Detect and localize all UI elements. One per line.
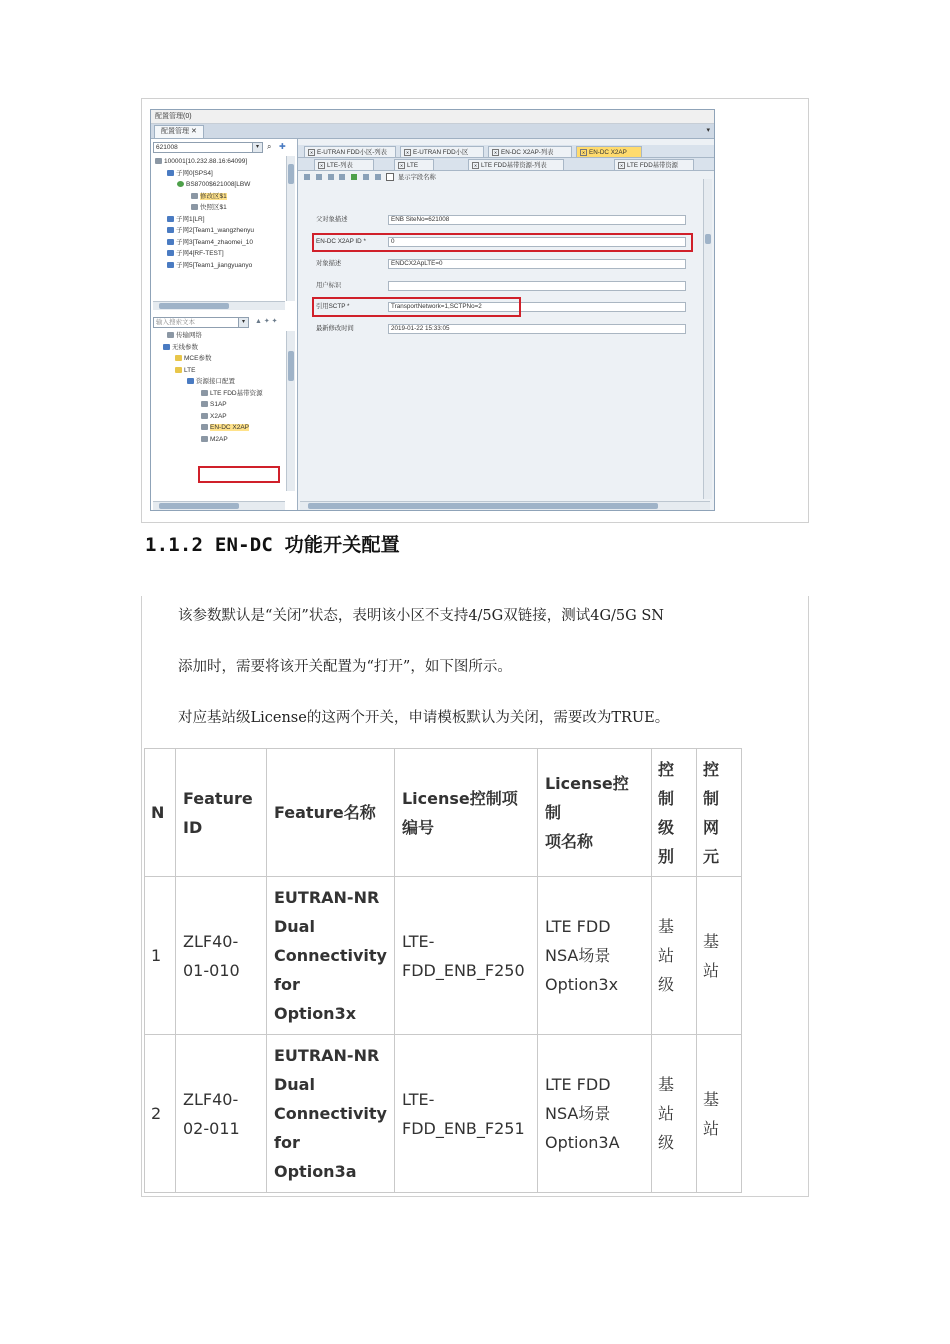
node-icon	[201, 390, 208, 396]
paragraph-line-1: 该参数默认是“关闭”状态，表明该小区不支持4/5G双链接，测试4G/5G SN	[178, 608, 664, 624]
tree-item[interactable]: 子网2[Team1_wangzhenyu	[155, 225, 283, 237]
panel-tab[interactable]: 配置管理 ✕	[154, 125, 204, 138]
dropdown-arrow-icon[interactable]: ▾	[252, 143, 262, 152]
cell-feature-id: ZLF40- 02-011	[176, 1035, 267, 1193]
cell-license-no: LTE- FDD_ENB_F251	[394, 1035, 537, 1193]
highlight-ref-sctp	[312, 297, 521, 317]
copy-icon[interactable]	[328, 174, 334, 180]
close-icon[interactable]: ✕	[399, 162, 404, 168]
tab-endc-x2ap-list[interactable]: ✕ EN-DC X2AP-列表	[488, 146, 572, 157]
edit-icon[interactable]	[304, 174, 310, 180]
cell-feature-name: EUTRAN-NR Dual Connectivity for Option3a	[267, 1035, 395, 1193]
refresh-icon[interactable]	[351, 174, 357, 180]
subnet-icon	[167, 227, 174, 233]
tree-item[interactable]: 100001[10.232.88.16:64099]	[155, 156, 283, 168]
tab-row-1	[298, 145, 714, 158]
cell-control-level: 基 站 级	[651, 877, 696, 1035]
folder-icon	[175, 355, 182, 361]
table-header-row	[145, 749, 742, 877]
config-management-screenshot	[150, 109, 715, 511]
license-table	[144, 748, 742, 1193]
paste-icon[interactable]	[339, 174, 345, 180]
header-license-name: License控制 项名称	[537, 749, 651, 877]
filter-icon[interactable]: ✚	[279, 142, 286, 151]
paragraph-line-3: 对应基站级License的这两个开关，申请模板默认为关闭，需要改为TRUE。	[178, 710, 670, 726]
show-field-name-checkbox[interactable]	[386, 173, 394, 181]
header-control-element: 控 制 网 元	[696, 749, 741, 877]
dropdown-arrow-icon[interactable]: ▾	[238, 318, 248, 327]
close-icon[interactable]: ✕	[619, 162, 624, 168]
tree-item[interactable]: MCE参数	[155, 353, 283, 365]
panel-tab-bar	[151, 124, 714, 139]
tree-item[interactable]: 子网4[RF-TEST]	[155, 248, 283, 260]
object-desc-field[interactable]: ENDCX2ApLTE=0	[388, 259, 686, 269]
tab-row-2	[298, 158, 714, 171]
export-icon[interactable]	[375, 174, 381, 180]
close-icon[interactable]: ✕	[473, 162, 478, 168]
cell-feature-id: ZLF40- 01-010	[176, 877, 267, 1035]
subnet-icon	[167, 250, 174, 256]
header-feature-name: Feature名称	[267, 749, 395, 877]
tab-lte[interactable]: ✕ LTE	[394, 159, 434, 170]
subnet-icon	[167, 262, 174, 268]
tree-item[interactable]: X2AP	[155, 411, 283, 423]
tree-item[interactable]: 子网5[Team1_jiangyuanyo	[155, 260, 283, 272]
param-tree-scrollbar[interactable]	[286, 331, 295, 491]
folder-icon	[187, 378, 194, 384]
node-icon	[201, 413, 208, 419]
menu-title[interactable]: 配置管理(0)	[155, 113, 192, 120]
right-detail-pane: ✕ E-UTRAN FDD小区-列表 ✕ E-UTRAN FDD小区 ✕ EN-DC X2AP-列表 ✕ EN-DC X2AP ✕ LTE-列表 ✕ LTE ✕ LTE FDD基带资源-列表 ✕ LTE FDD基带资源 显示字段名称 父对象描述 ENB SiteNo=621008 EN-DC X2AP ID * 0 对象描述 ENDCX2ApLTE=0 用户标识 引用SCTP * TransportNetwork=1,SCTPNo=2 最新修改时间 2019-01-22 15:33:05	[298, 139, 714, 511]
table-row	[145, 1035, 742, 1193]
folder-icon	[167, 332, 174, 338]
search-combo[interactable]	[153, 142, 263, 153]
cell-control-level: 基 站 级	[651, 1035, 696, 1193]
tree-hscrollbar[interactable]	[153, 301, 285, 310]
cell-n: 2	[145, 1035, 176, 1193]
header-feature-id: Feature ID	[176, 749, 267, 877]
node-icon	[201, 436, 208, 442]
filter-search-input[interactable]	[153, 317, 249, 328]
header-control-level: 控 制 级 别	[651, 749, 696, 877]
tree-item[interactable]: 快照区$1	[155, 202, 283, 214]
chevron-down-icon[interactable]: ▾	[706, 127, 710, 134]
cell-control-element: 基 站	[696, 877, 741, 1035]
folder-icon	[163, 344, 170, 350]
close-icon[interactable]: ✕	[581, 149, 586, 155]
close-icon[interactable]: ✕	[319, 162, 324, 168]
tree-scrollbar[interactable]	[286, 156, 295, 301]
user-label-field[interactable]	[388, 281, 686, 291]
tab-eutran-fdd-cell-list[interactable]: ✕ E-UTRAN FDD小区-列表	[304, 146, 396, 157]
tree-item[interactable]: 无线参数	[155, 342, 283, 354]
subnet-icon	[167, 239, 174, 245]
detail-toolbar	[298, 172, 715, 184]
base-station-icon	[177, 181, 184, 187]
search-value: 621008	[156, 144, 178, 151]
param-tree-hscrollbar[interactable]	[153, 501, 285, 510]
tree-item[interactable]: M2AP	[155, 434, 283, 446]
close-icon[interactable]: ✕	[405, 149, 410, 155]
section-heading: 1.1.2 EN-DC 功能开关配置	[145, 534, 400, 556]
cell-license-name: LTE FDD NSA场景 Option3A	[537, 1035, 651, 1193]
tool-icons[interactable]: ▲ ✦ ✦	[255, 318, 278, 325]
tree-item[interactable]: 传输网络	[155, 330, 283, 342]
tree-item[interactable]: LTE FDD基带资源	[155, 388, 283, 400]
tab-lte-fdd-baseband[interactable]: ✕ LTE FDD基带资源	[614, 159, 694, 170]
ref-sctp-field[interactable]: TransportNetwork=1,SCTPNo=2	[388, 302, 686, 312]
tree-item[interactable]: S1AP	[155, 399, 283, 411]
highlight-endc-x2ap-tree	[198, 466, 280, 483]
node-icon	[201, 401, 208, 407]
subnet-icon	[167, 170, 174, 176]
show-field-name-label: 显示字段名称	[398, 174, 436, 181]
highlight-endc-x2ap-id	[312, 233, 693, 252]
tab-lte-fdd-baseband-list[interactable]: ✕ LTE FDD基带资源-列表	[468, 159, 564, 170]
tree-item[interactable]: 子网1[LR]	[155, 214, 283, 226]
search-icon[interactable]: ⌕	[267, 142, 272, 151]
tree-item[interactable]: BS8700$621008[LBW	[155, 179, 283, 191]
edit-area-icon	[191, 193, 198, 199]
network-tree	[155, 156, 283, 303]
tree-item[interactable]: 子网3[Team4_zhaomei_10	[155, 237, 283, 249]
detail-hscrollbar[interactable]	[300, 501, 710, 510]
cell-control-element: 基 站	[696, 1035, 741, 1193]
filter-search-placeholder: 输入搜索文本	[156, 319, 195, 326]
folder-icon	[175, 367, 182, 373]
menu-bar	[151, 110, 715, 124]
endc-x2ap-id-field[interactable]: 0	[388, 237, 686, 247]
cell-feature-name: EUTRAN-NR Dual Connectivity for Option3x	[267, 877, 395, 1035]
table-row	[145, 877, 742, 1035]
tab-lte-list[interactable]: ✕ LTE-列表	[314, 159, 374, 170]
snapshot-icon	[191, 204, 198, 210]
close-icon[interactable]: ✕	[309, 149, 314, 155]
tab-eutran-fdd-cell[interactable]: ✕ E-UTRAN FDD小区	[400, 146, 484, 157]
tab-endc-x2ap[interactable]: ✕ EN-DC X2AP	[576, 146, 642, 157]
find-icon[interactable]	[363, 174, 369, 180]
server-icon	[155, 158, 162, 164]
close-icon[interactable]: ✕	[493, 149, 498, 155]
tree-item[interactable]: 子网0[SPS4]	[155, 168, 283, 180]
cell-license-no: LTE- FDD_ENB_F250	[394, 877, 537, 1035]
tree-item[interactable]: LTE	[155, 365, 283, 377]
detail-scrollbar[interactable]	[703, 179, 712, 499]
last-modified-field: 2019-01-22 15:33:05	[388, 324, 686, 334]
tree-item[interactable]: 资源接口配置	[155, 376, 283, 388]
header-license-no: License控制项 编号	[394, 749, 537, 877]
tree-item[interactable]: 修改区$1	[155, 191, 283, 203]
header-n: N	[145, 749, 176, 877]
paragraph-line-2: 添加时，需要将该开关配置为“打开”，如下图所示。	[178, 659, 512, 675]
subnet-icon	[167, 216, 174, 222]
tree-item-selected[interactable]: EN-DC X2AP	[155, 422, 283, 434]
parent-object-field[interactable]: ENB SiteNo=621008	[388, 215, 686, 225]
cell-license-name: LTE FDD NSA场景 Option3x	[537, 877, 651, 1035]
undo-icon[interactable]	[316, 174, 322, 180]
cell-n: 1	[145, 877, 176, 1035]
left-navigation-pane	[151, 139, 298, 511]
node-icon	[201, 424, 208, 430]
